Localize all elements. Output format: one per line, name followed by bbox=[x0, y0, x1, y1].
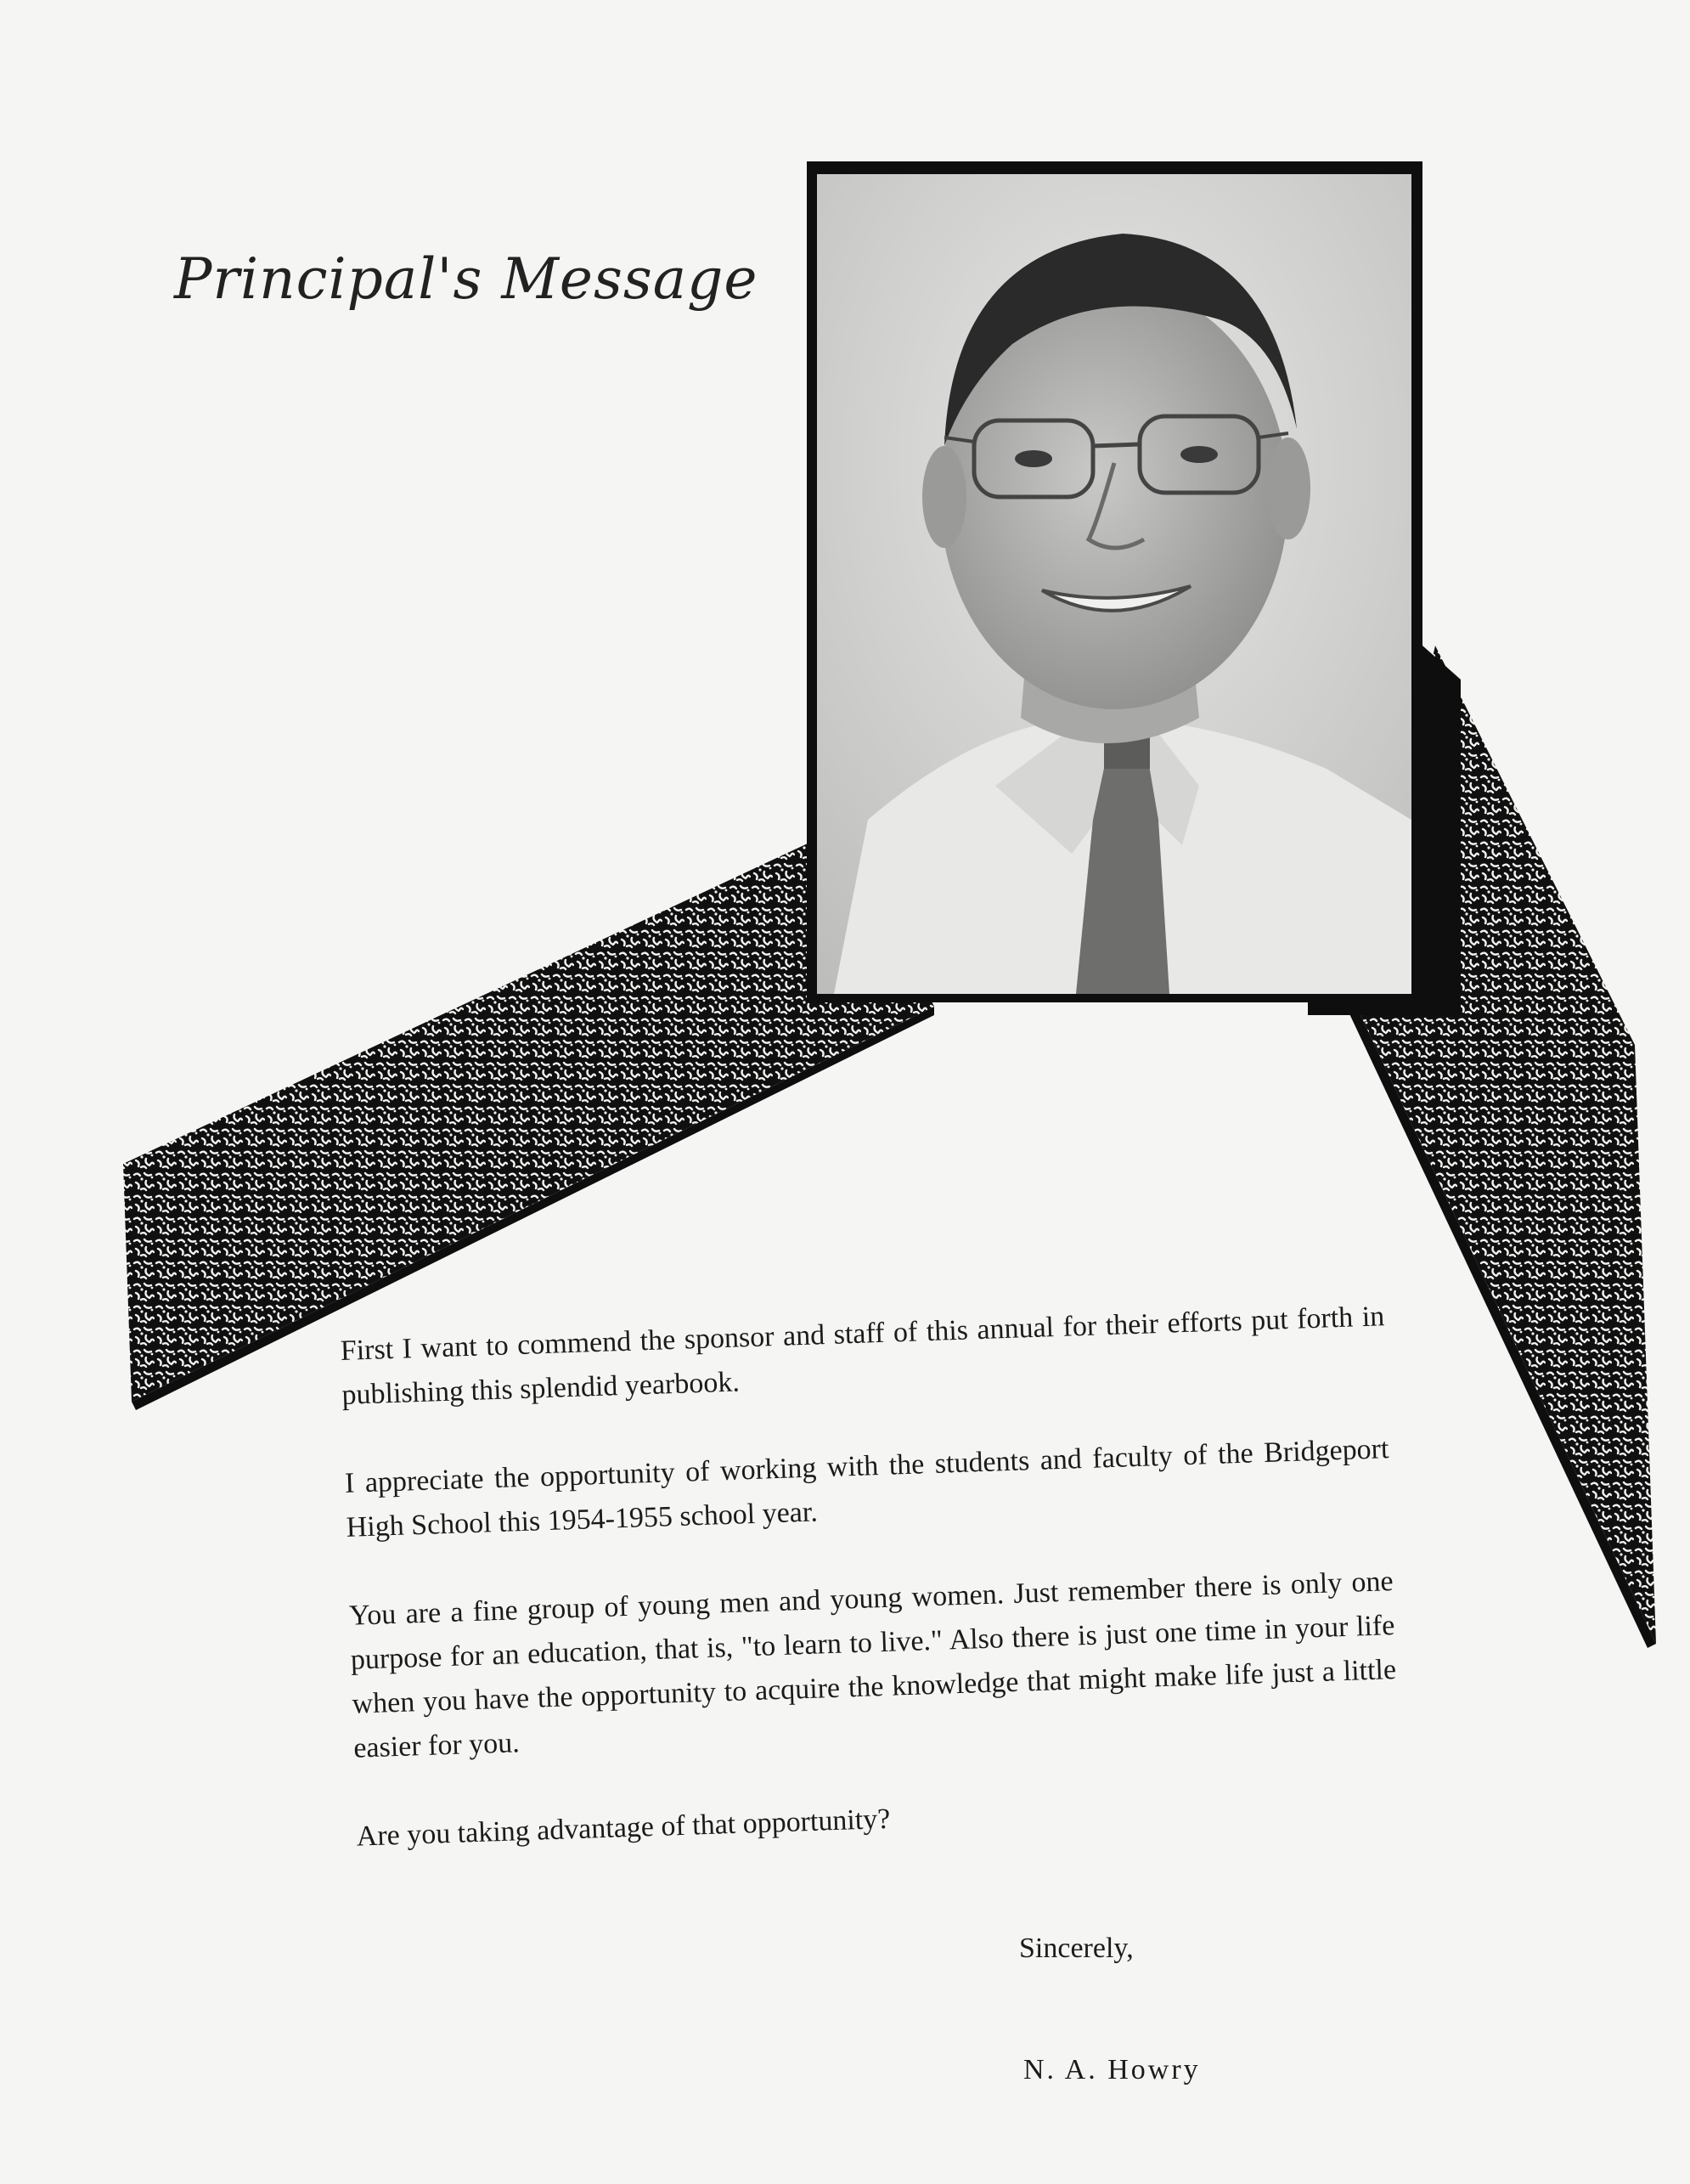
principal-portrait bbox=[817, 174, 1411, 994]
letter-signature: N. A. Howry bbox=[1023, 2054, 1201, 2085]
letter-paragraph: First I want to commend the sponsor and staff of this annual for their efforts put forth in publishing this splendid yearbook. bbox=[340, 1301, 1385, 1411]
letter-paragraph: Are you taking advantage of that opportunity? bbox=[356, 1803, 891, 1853]
letter-paragraph: You are a fine group of young men and young women. Just remember there is only one purpose for an education, that is, "to learn to live." Also there is just one time in your life when you have the opportunity to acquire the knowledge that might make life just a little easier for you. bbox=[348, 1566, 1397, 1764]
letter-paragraph: I appreciate the opportunity of working with the students and faculty of the Bridgeport High School this 1954-1955 school year. bbox=[344, 1433, 1389, 1543]
principal-letter bbox=[340, 1295, 1401, 1859]
page-title: Principal's Message bbox=[174, 246, 758, 312]
letter-closing: Sincerely, bbox=[1019, 1933, 1134, 1964]
